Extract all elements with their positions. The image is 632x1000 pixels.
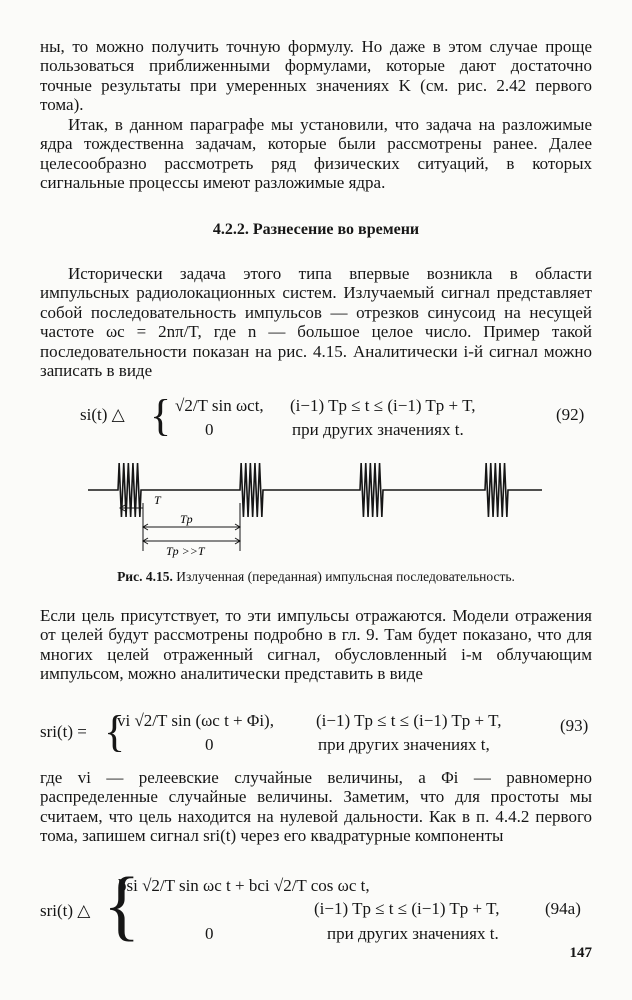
section-heading: 4.2.2. Разнесение во времени — [212, 221, 420, 238]
paragraph-history: Исторически задача этого типа впервые возникла в области импульсных радиолокационных систем. Излучаемый сигнал представляет собой последовательность импульсов — отрезков синусоид на несущей частоте ωc = 2nπ/T, где n — большое целое число. Пример такой последовательности показан на рис. 4.15. Аналитически i-й сигнал можно записать в виде — [40, 264, 592, 381]
label-Tp-gg-T: Tp >>T — [166, 544, 205, 558]
eq92-number: (92) — [556, 405, 585, 424]
paragraph-variables: где vi — релеевские случайные величины, а Φi — равномерно распределенные случайные величины. Заметим, что для простоты мы считаем, что цель находится на нулевой дальности. Как в п. 4.4.2 первого тома, запишем сигнал sri(t) через его квадратурные компоненты — [40, 768, 592, 846]
figure-caption — [0, 569, 632, 585]
eq94a-case1-expr: bsi √2/T sin ωc t + bci √2/T cos ωc t, — [118, 876, 370, 895]
paragraph-reflection: Если цель присутствует, то эти импульсы отражаются. Модели отражения от целей будут рассмотрены подробно в гл. 9. Там будет показано, что для многих целей отраженный сигнал, обусловленный i-м облучающим импульсом, можно аналитически представить в виде — [40, 606, 592, 684]
eq93-case1-expr: vi √2/T sin (ωc t + Φi), — [117, 711, 274, 730]
eq92-case1-expr: √2/T sin ωct, — [175, 396, 264, 415]
eq94a-case2-cond: при других значениях t. — [327, 924, 499, 943]
eq94a-case1-cond: (i−1) Tp ≤ t ≤ (i−1) Tp + T, — [314, 899, 500, 918]
page-number: 147 — [569, 945, 592, 961]
eq93-case1-cond: (i−1) Tp ≤ t ≤ (i−1) Tp + T, — [316, 711, 502, 730]
eq93-lhs: sri(t) = — [40, 722, 87, 741]
caption-text: Излученная (переданная) импульсная последовательность. — [176, 569, 515, 584]
eq92-case2-expr: 0 — [205, 420, 214, 439]
eq92-brace: { — [150, 391, 172, 440]
eq94a-lhs: sri(t) △ — [40, 901, 91, 920]
eq93-number: (93) — [560, 716, 589, 735]
eq93-case2-cond: при других значениях t, — [318, 735, 490, 754]
eq93-brace: { — [104, 707, 126, 756]
label-T: T — [154, 493, 161, 507]
eq92-case1-cond: (i−1) Tp ≤ t ≤ (i−1) Tp + T, — [290, 396, 476, 415]
eq93-case2-expr: 0 — [205, 735, 214, 754]
paragraph-summary: Итак, в данном параграфе мы установили, что задача на разложимые ядра тождественна задачам, которые были рассмотрены ранее. Далее целесообразно рассмотреть ряд физических ситуаций, в которых сигнальные процессы имеют разложимые ядра. — [40, 115, 592, 193]
eq92-lhs: si(t) △ — [80, 405, 125, 424]
eq94a-brace: { — [103, 861, 141, 948]
pulse-waveform-path — [88, 463, 542, 517]
label-Tp: Tp — [180, 512, 193, 526]
caption-label: Рис. 4.15. — [117, 569, 173, 584]
pulse-train-waveform — [88, 463, 542, 517]
eq94a-case2-expr: 0 — [205, 924, 214, 943]
paragraph-continuation: ны, то можно получить точную формулу. Но даже в этом случае проще пользоваться приближенными формулами, которые дают достаточно точные результаты при умеренных значениях K (см. рис. 2.42 первого тома). — [40, 37, 592, 115]
eq94a-number: (94a) — [545, 899, 581, 918]
eq92-case2-cond: при других значениях t. — [292, 420, 464, 439]
figure-pulse-train — [80, 455, 550, 565]
